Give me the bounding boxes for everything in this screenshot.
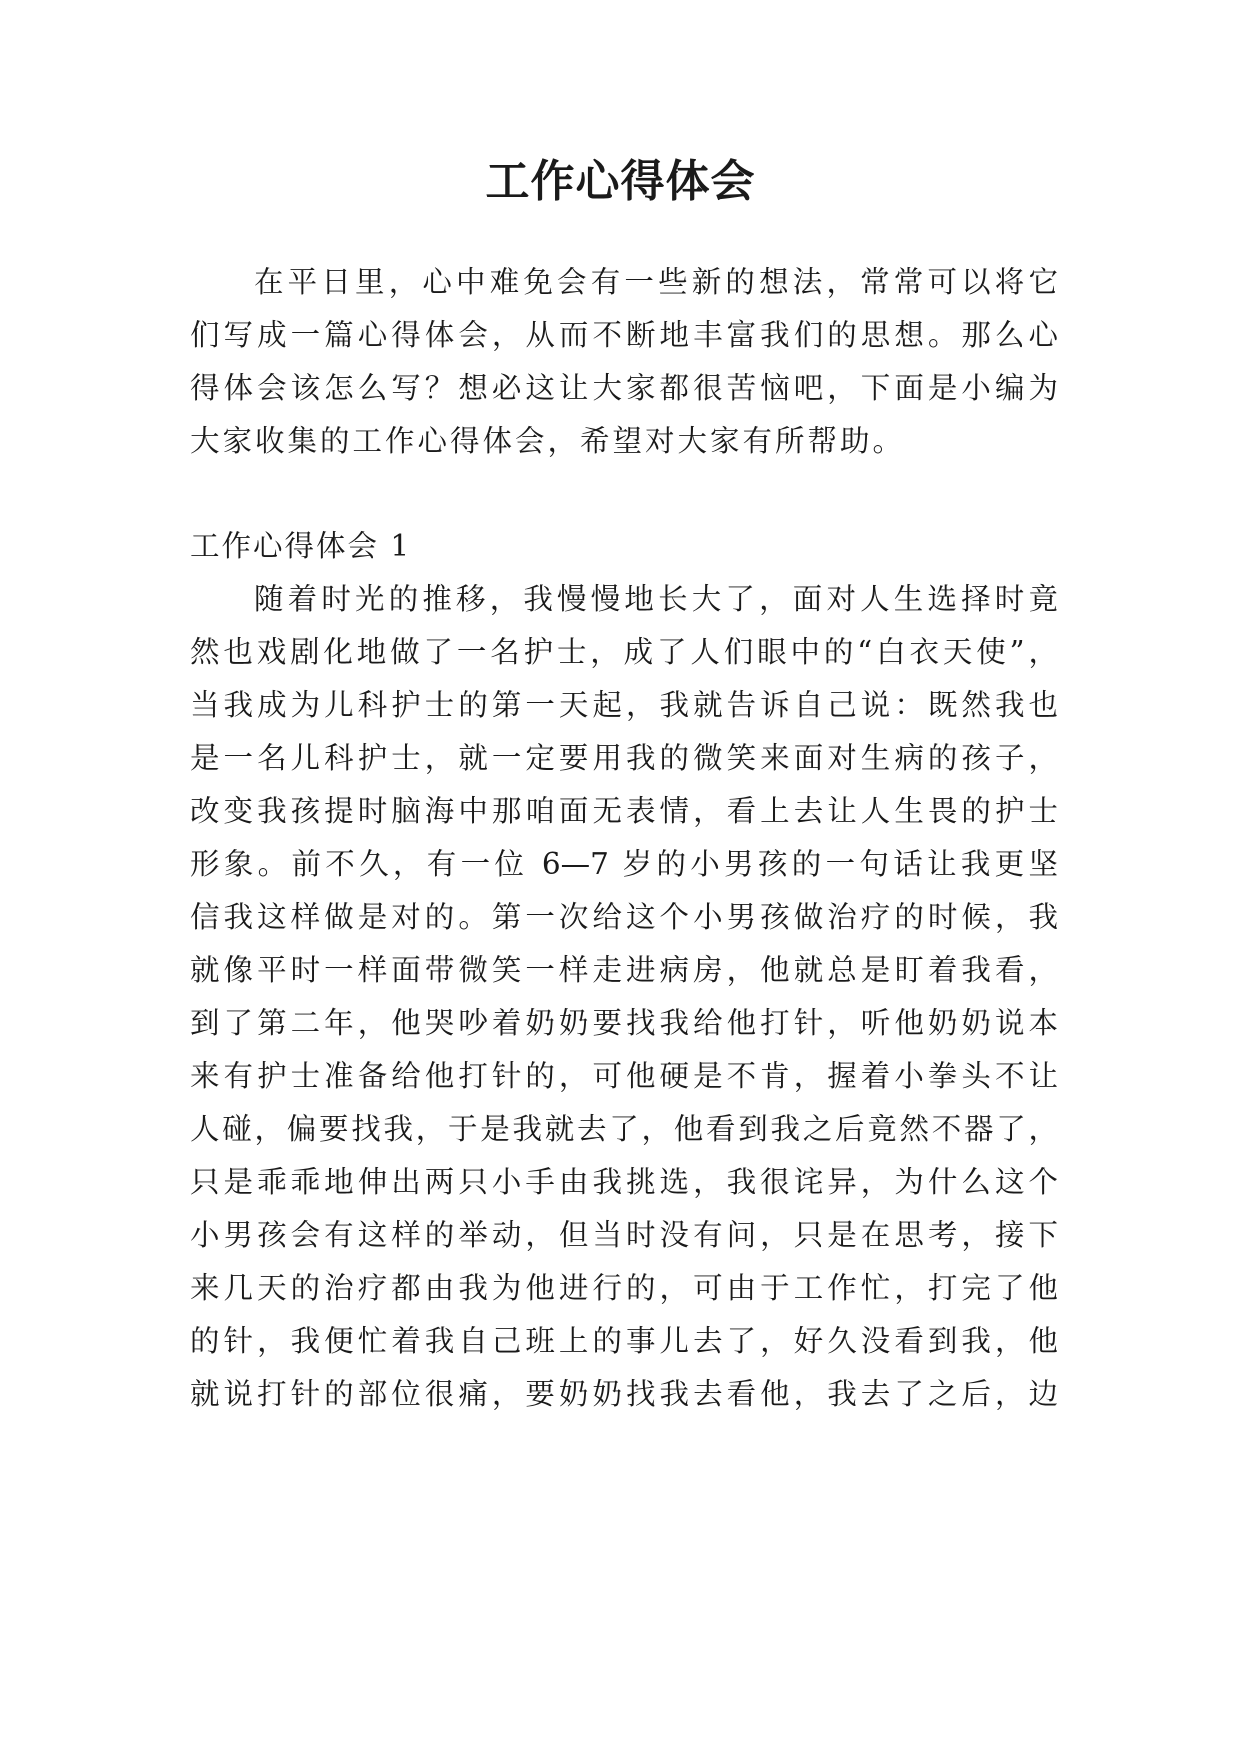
body-line: 只是乖乖地伸出两只小手由我挑选，我很诧异，为什么这个 — [190, 1165, 1058, 1199]
body-line: 然也戏剧化地做了一名护士，成了人们眼中的“白衣天使”， — [190, 635, 1058, 669]
intro-line: 们写成一篇心得体会，从而不断地丰富我们的思想。那么心 — [190, 318, 1058, 352]
body-line: 来几天的治疗都由我为他进行的，可由于工作忙，打完了他 — [190, 1271, 1058, 1305]
intro-line: 大家收集的工作心得体会，希望对大家有所帮助。 — [190, 424, 906, 458]
body-line: 就像平时一样面带微笑一样走进病房，他就总是盯着我看， — [190, 953, 1058, 987]
intro-line: 在平日里，心中难免会有一些新的想法，常常可以将它 — [254, 265, 1058, 299]
section-heading: 工作心得体会 1 — [190, 529, 412, 563]
body-line: 信我这样做是对的。第一次给这个小男孩做治疗的时候，我 — [190, 900, 1058, 934]
body-line: 是一名儿科护士，就一定要用我的微笑来面对生病的孩子， — [190, 741, 1058, 775]
body-line: 当我成为儿科护士的第一天起，我就告诉自己说：既然我也 — [190, 688, 1058, 722]
document-title: 工作心得体会 — [485, 156, 756, 207]
body-line: 来有护士准备给他打针的，可他硬是不肯，握着小拳头不让 — [190, 1059, 1058, 1093]
body-line: 到了第二年，他哭吵着奶奶要找我给他打针，听他奶奶说本 — [190, 1006, 1058, 1040]
body-line: 人碰，偏要找我，于是我就去了，他看到我之后竟然不器了， — [190, 1112, 1058, 1146]
body-line: 小男孩会有这样的举动，但当时没有问，只是在思考，接下 — [190, 1218, 1058, 1252]
body-line: 的针，我便忙着我自己班上的事儿去了，好久没看到我，他 — [190, 1324, 1058, 1358]
body-line: 形象。前不久，有一位 6—7 岁的小男孩的一句话让我更坚 — [190, 847, 1058, 881]
body-line: 就说打针的部位很痛，要奶奶找我去看他，我去了之后，边 — [190, 1377, 1058, 1411]
intro-line: 得体会该怎么写？想必这让大家都很苦恼吧，下面是小编为 — [190, 371, 1058, 405]
body-line: 改变我孩提时脑海中那咱面无表情，看上去让人生畏的护士 — [190, 794, 1058, 828]
body-line: 随着时光的推移，我慢慢地长大了，面对人生选择时竟 — [254, 582, 1058, 616]
